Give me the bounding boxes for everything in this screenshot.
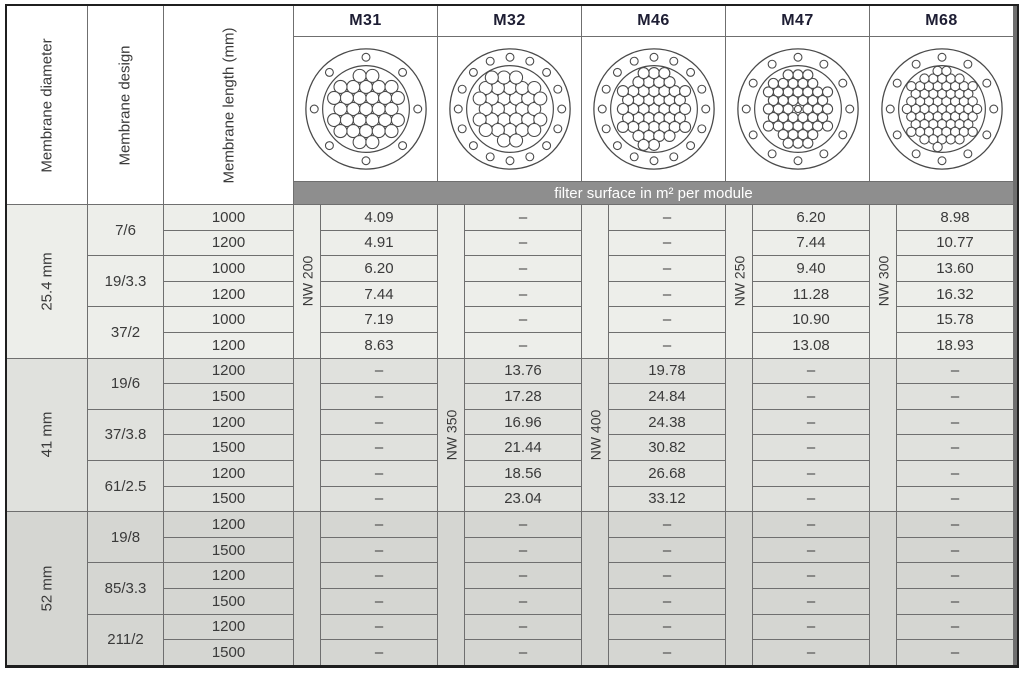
value-cell-M31 xyxy=(321,538,437,563)
value-cell-M32 xyxy=(465,487,581,512)
value-cell-M68 xyxy=(897,410,1013,435)
filter-surface-value: – xyxy=(950,490,960,508)
value-cell-M46 xyxy=(609,410,725,435)
design-cell xyxy=(88,359,163,409)
filter-surface-value: – xyxy=(806,643,816,661)
length-value: 1500 xyxy=(211,643,246,661)
value-cell-M31 xyxy=(321,615,437,640)
filter-surface-value: – xyxy=(806,413,816,431)
value-cell-M46 xyxy=(609,359,725,384)
diameter-group-cell xyxy=(7,205,87,358)
flange-cross-section-diagram xyxy=(441,40,579,178)
filter-surface-value: – xyxy=(806,567,816,585)
filter-surface-value: – xyxy=(518,567,528,585)
filter-surface-value: – xyxy=(950,413,960,431)
filter-surface-value: 24.38 xyxy=(648,413,686,431)
length-value: 1000 xyxy=(211,311,246,329)
value-cell-M68 xyxy=(897,359,1013,384)
filter-surface-value: 13.60 xyxy=(936,259,974,277)
value-cell-M46 xyxy=(609,589,725,614)
filter-surface-value: 18.56 xyxy=(504,464,542,482)
value-cell-M31 xyxy=(321,512,437,537)
length-cell xyxy=(164,410,293,435)
nw-strip-M68-group2 xyxy=(870,359,896,512)
filter-surface-value: – xyxy=(806,541,816,559)
value-cell-M47 xyxy=(753,384,869,409)
value-cell-M32 xyxy=(465,640,581,665)
filter-surface-value: – xyxy=(950,387,960,405)
filter-surface-value: – xyxy=(662,618,672,636)
filter-surface-value: 4.09 xyxy=(364,208,394,226)
length-cell xyxy=(164,359,293,384)
value-cell-M46 xyxy=(609,205,725,230)
length-cell xyxy=(164,435,293,460)
value-cell-M31 xyxy=(321,359,437,384)
design-label: 19/6 xyxy=(110,375,141,393)
value-cell-M32 xyxy=(465,256,581,281)
value-cell-M31 xyxy=(321,563,437,588)
length-cell xyxy=(164,615,293,640)
filter-surface-value: – xyxy=(662,592,672,610)
value-cell-M68 xyxy=(897,538,1013,563)
filter-surface-value: – xyxy=(518,515,528,533)
value-cell-M47 xyxy=(753,487,869,512)
filter-surface-value: 16.96 xyxy=(504,413,542,431)
value-cell-M46 xyxy=(609,384,725,409)
filter-surface-value: 33.12 xyxy=(648,490,686,508)
length-value: 1200 xyxy=(211,362,246,380)
membrane-length-header-label: Membrane length (mm) xyxy=(220,27,238,183)
value-cell-M31 xyxy=(321,589,437,614)
nw-strip-M47-group1 xyxy=(726,205,752,358)
nw-strip-M46-group2 xyxy=(582,359,608,512)
module-header-M31 xyxy=(294,6,437,36)
filter-surface-value: – xyxy=(374,515,384,533)
value-cell-M68 xyxy=(897,615,1013,640)
length-cell xyxy=(164,461,293,486)
filter-surface-value: 7.19 xyxy=(364,311,394,329)
value-cell-M46 xyxy=(609,487,725,512)
design-label: 211/2 xyxy=(107,631,144,649)
value-cell-M32 xyxy=(465,384,581,409)
length-cell xyxy=(164,589,293,614)
value-cell-M68 xyxy=(897,205,1013,230)
filter-surface-value: – xyxy=(374,643,384,661)
filter-surface-value: – xyxy=(374,490,384,508)
module-header-M32 xyxy=(438,6,581,36)
filter-surface-value: – xyxy=(950,362,960,380)
value-cell-M46 xyxy=(609,615,725,640)
filter-surface-value: – xyxy=(518,541,528,559)
value-cell-M47 xyxy=(753,231,869,256)
filter-surface-value: – xyxy=(374,362,384,380)
filter-surface-value: – xyxy=(950,643,960,661)
value-cell-M31 xyxy=(321,282,437,307)
value-cell-M68 xyxy=(897,512,1013,537)
design-cell xyxy=(88,410,163,460)
filter-surface-value: 7.44 xyxy=(796,234,826,252)
value-cell-M68 xyxy=(897,461,1013,486)
filter-surface-value: 15.78 xyxy=(936,311,974,329)
length-value: 1500 xyxy=(211,592,246,610)
length-cell xyxy=(164,333,293,358)
value-cell-M47 xyxy=(753,333,869,358)
module-header-M46 xyxy=(582,6,725,36)
value-cell-M68 xyxy=(897,333,1013,358)
value-cell-M47 xyxy=(753,205,869,230)
value-cell-M32 xyxy=(465,333,581,358)
value-cell-M46 xyxy=(609,563,725,588)
filter-surface-value: 19.78 xyxy=(648,362,686,380)
value-cell-M68 xyxy=(897,563,1013,588)
filter-surface-value: 26.68 xyxy=(648,464,686,482)
value-cell-M47 xyxy=(753,640,869,665)
design-label: 19/3.3 xyxy=(104,272,147,290)
filter-surface-value: 18.93 xyxy=(936,336,974,354)
design-label: 61/2.5 xyxy=(104,477,147,495)
nw-strip-M31-group1 xyxy=(294,205,320,358)
length-value: 1200 xyxy=(211,413,246,431)
filter-surface-value: – xyxy=(950,515,960,533)
filter-surface-value: – xyxy=(374,439,384,457)
nw-size-label: NW 200 xyxy=(299,255,316,307)
value-cell-M68 xyxy=(897,435,1013,460)
value-cell-M47 xyxy=(753,435,869,460)
value-cell-M31 xyxy=(321,410,437,435)
flange-cross-section-diagram xyxy=(585,40,723,178)
length-cell xyxy=(164,640,293,665)
filter-surface-value: – xyxy=(950,541,960,559)
filter-surface-value: 23.04 xyxy=(504,490,542,508)
length-value: 1200 xyxy=(211,618,246,636)
flange-cross-section-diagram xyxy=(297,40,435,178)
length-value: 1500 xyxy=(211,439,246,457)
length-cell xyxy=(164,384,293,409)
value-cell-M68 xyxy=(897,589,1013,614)
filter-surface-value: – xyxy=(374,387,384,405)
module-diagram-cell-M47 xyxy=(726,37,869,181)
nw-size-label: NW 300 xyxy=(875,255,892,307)
filter-surface-value: – xyxy=(806,387,816,405)
filter-surface-value: 9.40 xyxy=(796,259,826,277)
design-cell xyxy=(88,307,163,357)
filter-surface-value: – xyxy=(374,618,384,636)
diameter-group-cell xyxy=(7,512,87,665)
filter-surface-value: 24.84 xyxy=(648,387,686,405)
filter-surface-value: – xyxy=(374,567,384,585)
filter-surface-value: – xyxy=(662,515,672,533)
nw-strip-M32-group1 xyxy=(438,205,464,358)
value-cell-M47 xyxy=(753,461,869,486)
value-cell-M47 xyxy=(753,282,869,307)
length-cell xyxy=(164,282,293,307)
filter-surface-value: – xyxy=(806,515,816,533)
filter-surface-value: 11.28 xyxy=(792,285,830,303)
filter-surface-value: – xyxy=(518,259,528,277)
nw-strip-M32-group3 xyxy=(438,512,464,665)
membrane-design-header-label: Membrane design xyxy=(117,44,135,166)
value-cell-M46 xyxy=(609,538,725,563)
filter-surface-value: – xyxy=(806,592,816,610)
filter-surface-value: – xyxy=(806,464,816,482)
filter-surface-value: – xyxy=(950,592,960,610)
design-label: 85/3.3 xyxy=(104,579,147,597)
value-cell-M32 xyxy=(465,231,581,256)
value-cell-M31 xyxy=(321,256,437,281)
membrane-diameter-header-label: Membrane diameter xyxy=(38,37,56,173)
filter-surface-banner-label: filter surface in m² per module xyxy=(554,184,753,202)
value-cell-M46 xyxy=(609,333,725,358)
value-cell-M47 xyxy=(753,589,869,614)
filter-surface-value: 13.08 xyxy=(792,336,830,354)
length-cell xyxy=(164,307,293,332)
membrane-design-header xyxy=(88,6,163,204)
value-cell-M31 xyxy=(321,461,437,486)
value-cell-M46 xyxy=(609,256,725,281)
length-value: 1200 xyxy=(211,567,246,585)
value-cell-M47 xyxy=(753,538,869,563)
filter-surface-value: 8.98 xyxy=(940,208,970,226)
value-cell-M47 xyxy=(753,563,869,588)
nw-strip-M47-group2 xyxy=(726,359,752,512)
filter-surface-value: – xyxy=(806,490,816,508)
value-cell-M46 xyxy=(609,640,725,665)
filter-surface-value: – xyxy=(518,208,528,226)
filter-surface-value: – xyxy=(374,413,384,431)
diameter-group-label: 25.4 mm xyxy=(38,252,56,311)
flange-cross-section-diagram xyxy=(729,40,867,178)
filter-surface-value: – xyxy=(662,234,672,252)
filter-surface-banner xyxy=(294,182,1013,204)
filter-surface-value: – xyxy=(662,285,672,303)
module-diagram-cell-M68 xyxy=(870,37,1013,181)
nw-strip-M47-group3 xyxy=(726,512,752,665)
design-cell xyxy=(88,512,163,562)
length-value: 1500 xyxy=(211,490,246,508)
value-cell-M46 xyxy=(609,231,725,256)
value-cell-M32 xyxy=(465,410,581,435)
filter-surface-value: – xyxy=(806,618,816,636)
value-cell-M31 xyxy=(321,384,437,409)
membrane-diameter-header xyxy=(7,6,87,204)
nw-strip-M46-group1 xyxy=(582,205,608,358)
module-header-label: M47 xyxy=(781,12,814,29)
length-value: 1000 xyxy=(211,259,246,277)
nw-size-label: NW 400 xyxy=(587,409,604,461)
value-cell-M46 xyxy=(609,512,725,537)
module-header-label: M31 xyxy=(349,12,382,29)
module-diagram-cell-M31 xyxy=(294,37,437,181)
filter-surface-value: – xyxy=(518,618,528,636)
value-cell-M68 xyxy=(897,256,1013,281)
filter-surface-value: – xyxy=(374,464,384,482)
design-label: 37/2 xyxy=(110,323,141,341)
filter-surface-value: 8.63 xyxy=(364,336,394,354)
value-cell-M32 xyxy=(465,435,581,460)
length-cell xyxy=(164,205,293,230)
module-diagram-cell-M46 xyxy=(582,37,725,181)
length-cell xyxy=(164,512,293,537)
value-cell-M32 xyxy=(465,205,581,230)
value-cell-M46 xyxy=(609,307,725,332)
filter-surface-value: 13.76 xyxy=(504,362,542,380)
length-value: 1200 xyxy=(211,515,246,533)
module-header-M47 xyxy=(726,6,869,36)
length-value: 1200 xyxy=(211,234,246,252)
module-spec-table xyxy=(5,4,1019,668)
module-diagram-cell-M32 xyxy=(438,37,581,181)
filter-surface-value: – xyxy=(662,336,672,354)
design-label: 19/8 xyxy=(110,528,141,546)
filter-surface-value: – xyxy=(518,336,528,354)
value-cell-M47 xyxy=(753,359,869,384)
nw-strip-M68-group3 xyxy=(870,512,896,665)
filter-surface-value: – xyxy=(662,567,672,585)
design-cell xyxy=(88,461,163,511)
value-cell-M32 xyxy=(465,359,581,384)
length-cell xyxy=(164,231,293,256)
value-cell-M31 xyxy=(321,205,437,230)
filter-surface-value: – xyxy=(662,643,672,661)
length-value: 1200 xyxy=(211,336,246,354)
design-label: 37/3.8 xyxy=(104,426,147,444)
nw-strip-M31-group3 xyxy=(294,512,320,665)
value-cell-M32 xyxy=(465,538,581,563)
length-cell xyxy=(164,563,293,588)
value-cell-M47 xyxy=(753,410,869,435)
module-header-label: M68 xyxy=(925,12,958,29)
diameter-group-cell xyxy=(7,359,87,512)
filter-surface-value: 7.44 xyxy=(364,285,394,303)
filter-surface-value: – xyxy=(662,541,672,559)
flange-cross-section-diagram xyxy=(873,40,1011,178)
value-cell-M31 xyxy=(321,333,437,358)
value-cell-M31 xyxy=(321,487,437,512)
filter-surface-value: – xyxy=(806,439,816,457)
filter-surface-value: – xyxy=(950,567,960,585)
design-cell xyxy=(88,615,163,665)
filter-surface-value: – xyxy=(518,643,528,661)
filter-surface-value: – xyxy=(950,618,960,636)
value-cell-M46 xyxy=(609,282,725,307)
filter-surface-value: 30.82 xyxy=(648,439,686,457)
nw-size-label: NW 250 xyxy=(731,255,748,307)
filter-surface-value: 21.44 xyxy=(504,439,542,457)
value-cell-M68 xyxy=(897,487,1013,512)
filter-surface-value: – xyxy=(518,285,528,303)
filter-surface-value: – xyxy=(374,541,384,559)
length-value: 1500 xyxy=(211,387,246,405)
value-cell-M31 xyxy=(321,231,437,256)
value-cell-M32 xyxy=(465,615,581,640)
value-cell-M32 xyxy=(465,282,581,307)
value-cell-M46 xyxy=(609,435,725,460)
value-cell-M32 xyxy=(465,461,581,486)
nw-strip-M68-group1 xyxy=(870,205,896,358)
filter-surface-value: 4.91 xyxy=(364,234,394,252)
value-cell-M68 xyxy=(897,307,1013,332)
nw-size-label: NW 350 xyxy=(443,409,460,461)
filter-surface-value: 10.77 xyxy=(936,234,974,252)
length-cell xyxy=(164,487,293,512)
filter-surface-value: 17.28 xyxy=(504,387,542,405)
diameter-group-label: 41 mm xyxy=(38,411,56,458)
module-header-label: M32 xyxy=(493,12,526,29)
diameter-group-label: 52 mm xyxy=(38,565,56,612)
value-cell-M32 xyxy=(465,563,581,588)
filter-surface-value: 16.32 xyxy=(936,285,974,303)
length-cell xyxy=(164,538,293,563)
value-cell-M47 xyxy=(753,256,869,281)
value-cell-M32 xyxy=(465,307,581,332)
filter-surface-value: – xyxy=(950,464,960,482)
filter-surface-value: – xyxy=(374,592,384,610)
value-cell-M47 xyxy=(753,307,869,332)
filter-surface-value: 10.90 xyxy=(792,311,830,329)
length-value: 1200 xyxy=(211,464,246,482)
filter-surface-value: – xyxy=(518,311,528,329)
module-header-label: M46 xyxy=(637,12,670,29)
value-cell-M68 xyxy=(897,282,1013,307)
length-value: 1500 xyxy=(211,541,246,559)
filter-surface-value: – xyxy=(662,208,672,226)
value-cell-M68 xyxy=(897,384,1013,409)
filter-surface-value: – xyxy=(662,259,672,277)
design-cell xyxy=(88,563,163,613)
filter-surface-value: – xyxy=(950,439,960,457)
nw-strip-M46-group3 xyxy=(582,512,608,665)
length-value: 1000 xyxy=(211,208,246,226)
value-cell-M68 xyxy=(897,231,1013,256)
value-cell-M47 xyxy=(753,512,869,537)
membrane-length-header xyxy=(164,6,293,204)
filter-surface-value: 6.20 xyxy=(796,208,826,226)
design-cell xyxy=(88,205,163,255)
value-cell-M32 xyxy=(465,589,581,614)
design-cell xyxy=(88,256,163,306)
value-cell-M47 xyxy=(753,615,869,640)
module-header-M68 xyxy=(870,6,1013,36)
value-cell-M46 xyxy=(609,461,725,486)
length-value: 1200 xyxy=(211,285,246,303)
value-cell-M31 xyxy=(321,640,437,665)
table-grid xyxy=(7,6,1017,665)
filter-surface-value: 6.20 xyxy=(364,259,394,277)
value-cell-M32 xyxy=(465,512,581,537)
nw-strip-M32-group2 xyxy=(438,359,464,512)
design-label: 7/6 xyxy=(115,221,136,239)
filter-surface-value: – xyxy=(662,311,672,329)
value-cell-M31 xyxy=(321,435,437,460)
value-cell-M68 xyxy=(897,640,1013,665)
nw-strip-M31-group2 xyxy=(294,359,320,512)
filter-surface-value: – xyxy=(806,362,816,380)
value-cell-M31 xyxy=(321,307,437,332)
filter-surface-value: – xyxy=(518,592,528,610)
filter-surface-value: – xyxy=(518,234,528,252)
length-cell xyxy=(164,256,293,281)
